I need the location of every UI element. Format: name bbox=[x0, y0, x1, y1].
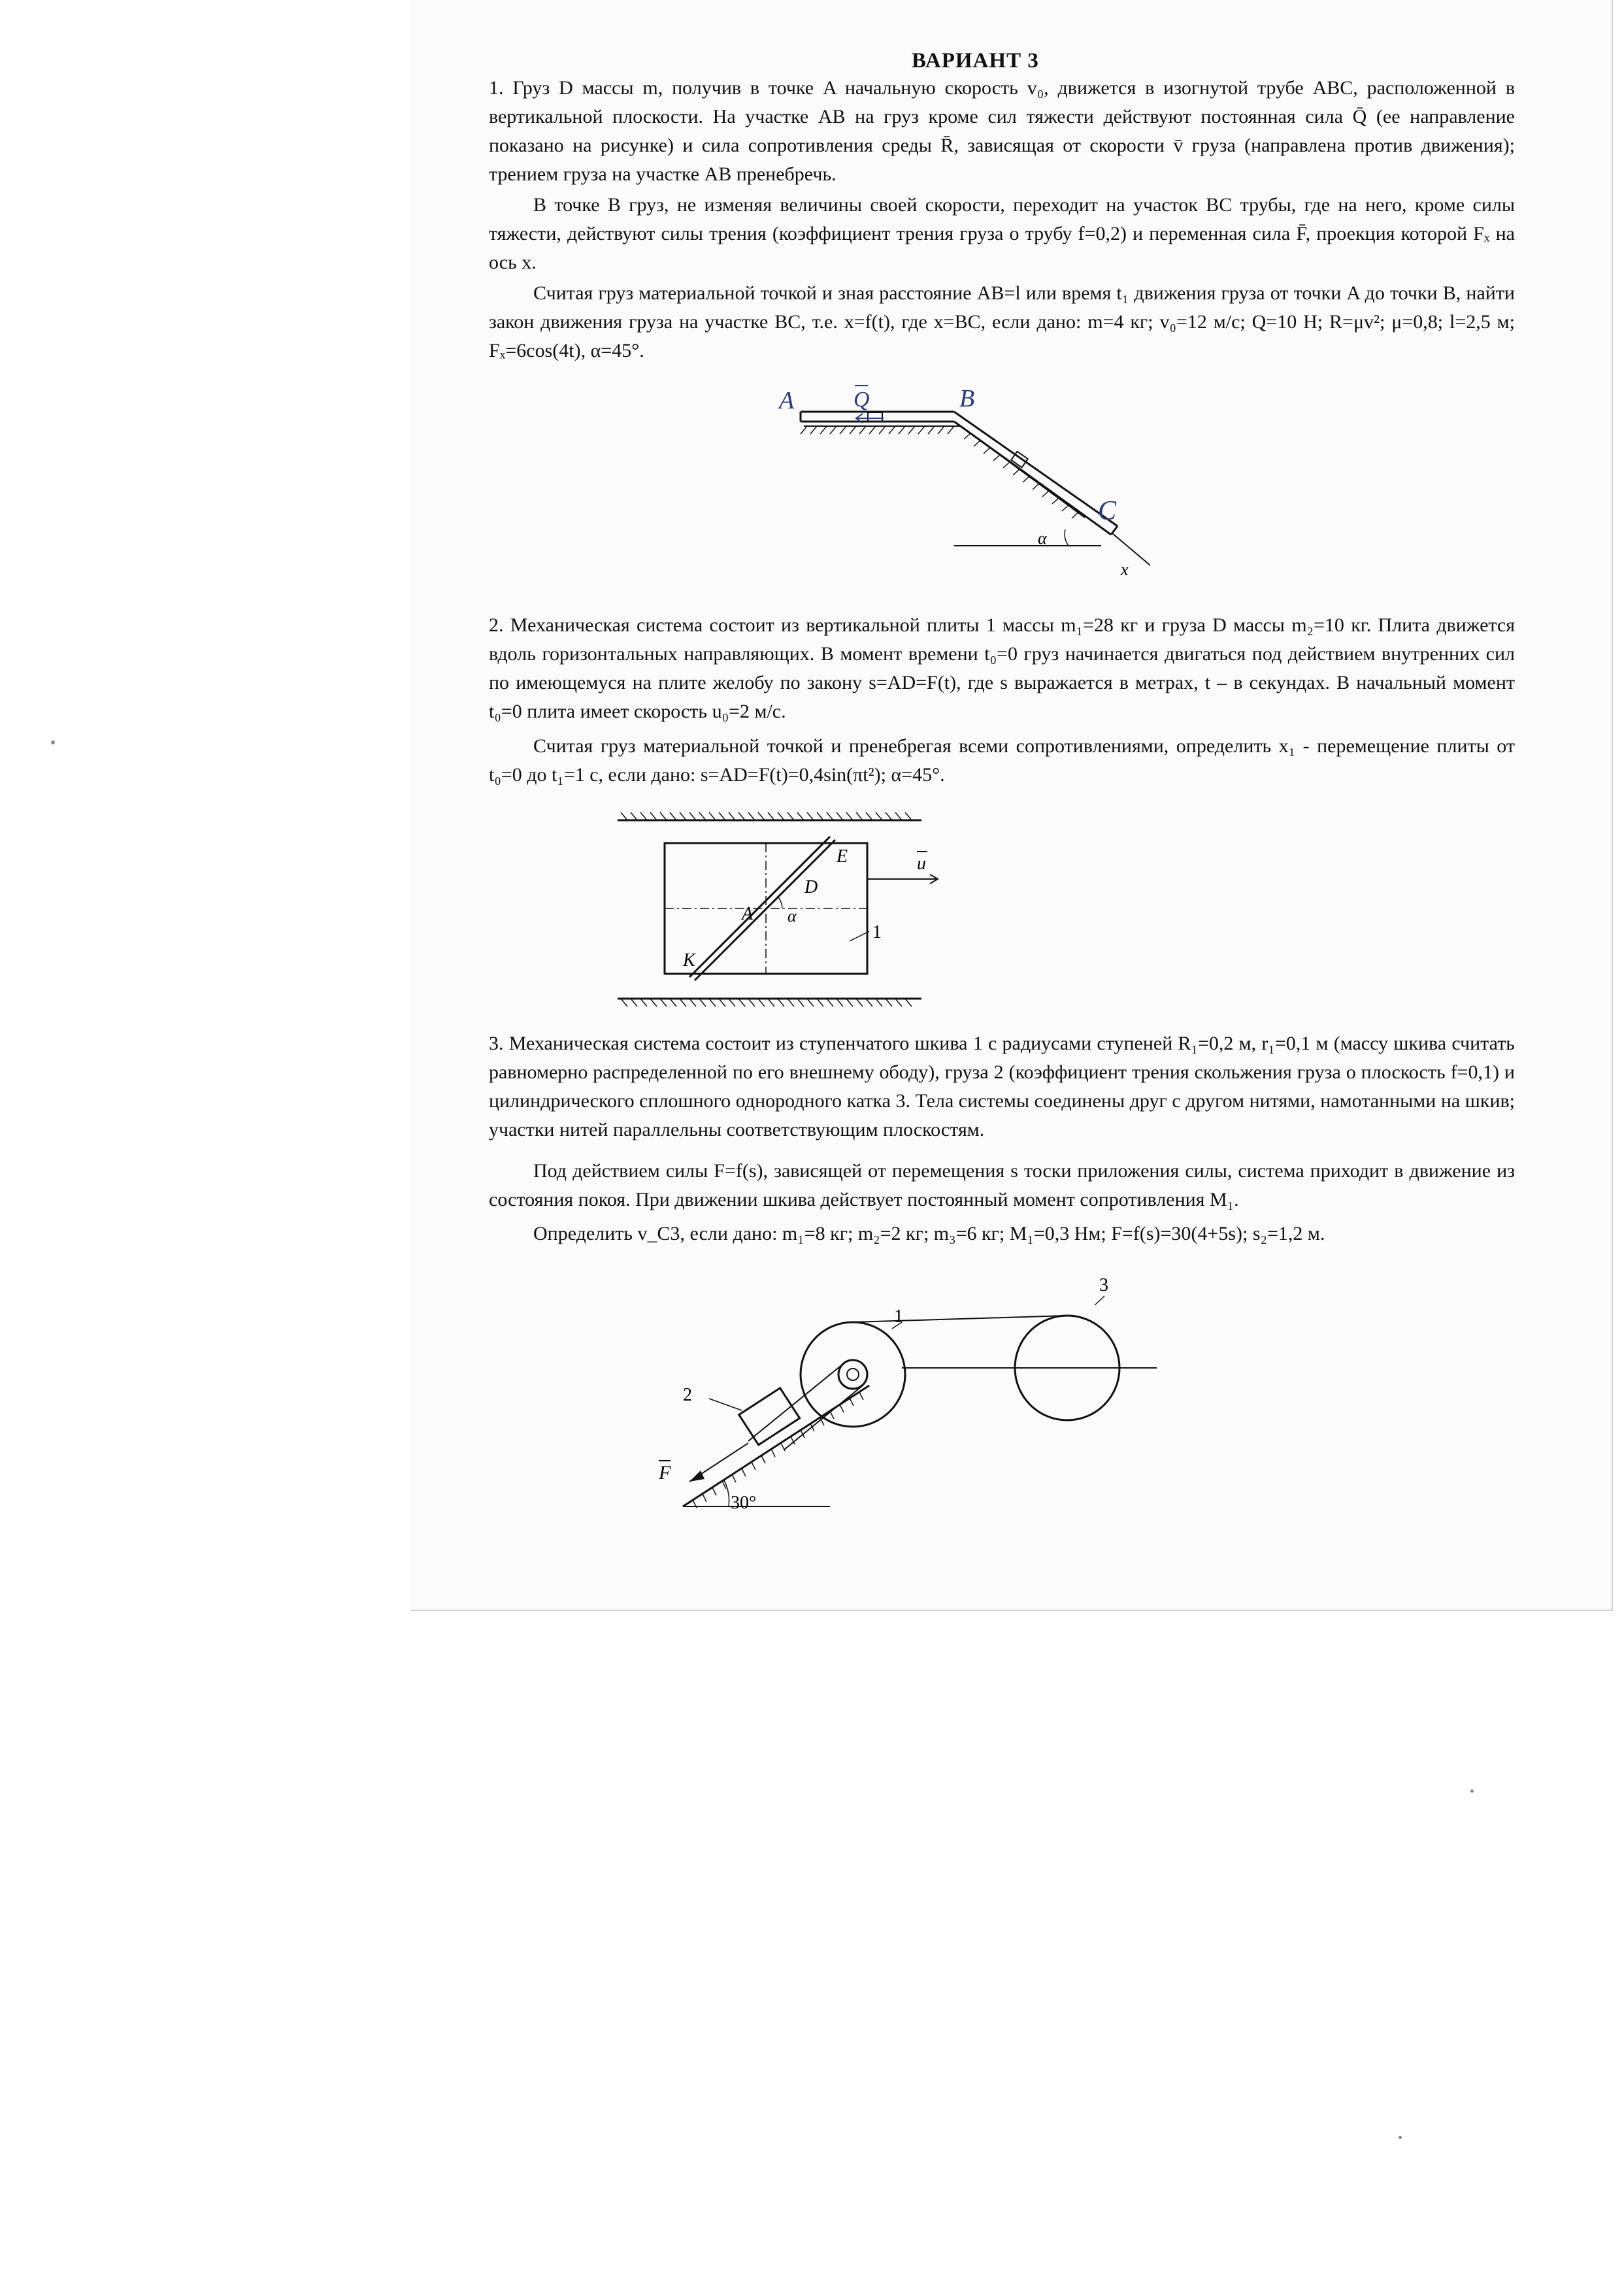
label-x: x bbox=[1121, 560, 1129, 579]
scan-speck bbox=[51, 740, 55, 744]
problem-2-text-b: Считая груз материальной точкой и пренебрегая всеми сопротивлениями, определить x₁ - перемещение плиты от t₀=0 до t₁=1 с, если дано: s=AD=F(t)=0,4sin(πt²); α=45°. bbox=[489, 735, 1515, 786]
label-plate-1: 1 bbox=[872, 922, 882, 942]
label-alpha: α bbox=[787, 906, 797, 925]
problem-3-text-b: Под действием силы F=f(s), зависящей от перемещения s тоски приложения силы, система приходит в движение из состояния покоя. При движении шкива действует постоянный момент сопротивления M₁. bbox=[489, 1160, 1515, 1210]
label-roller-3: 3 bbox=[1099, 1275, 1108, 1295]
label-u: u bbox=[917, 854, 926, 874]
label-B: B bbox=[959, 385, 975, 412]
problem-3-text: 3. Механическая система состоит из ступенчатого шкива 1 с радиусами ступеней R₁=0,2 м, r₁=0,1 м (массу шкива считать равномерно распределенной по его внешнему ободу), груза 2 (коэффициент трения скольжения груза о плоскость f=0,1) и цилиндрического сплошного однородного катка 3. Тела системы соединены друг с другом нитями, намотанными на шкив; участки нитей параллельны соответствующим плоскостям. bbox=[489, 1033, 1515, 1140]
problem-2-text: 2. Механическая система состоит из вертикальной плиты 1 массы m₁=28 кг и груза D массы m₂=10 кг. Плита движется вдоль горизонтальных направляющих. В момент времени t₀=0 груз начинается двигаться под действием внутренних сил по имеющемуся на плите желобу по закону s=AD=F(t), где s выражается в метрах, t – в секундах. В начальный момент t₀=0 плита имеет скорость u₀=2 м/с. bbox=[489, 614, 1515, 722]
problem-1-text: 1. Груз D массы m, получив в точке A начальную скорость v₀, движется в изогнутой трубе ABC, расположенной в вертикальной плоскости. На участке AB на груз кроме сил тяжести действуют постоянная сила Q̄ (ее направлeние показано на рисунке) и сила сопротивления среды R̄, зависящая от скорости v̄ груза (направлена против движения); трением груза на участке AB пренебречь. bbox=[489, 77, 1515, 185]
label-A: A bbox=[742, 904, 754, 924]
label-angle: 30° bbox=[731, 1493, 757, 1513]
scan-speck bbox=[1470, 1789, 1474, 1793]
label-F: F bbox=[659, 1462, 671, 1484]
problem-3-text-c: Определить v_C3, если дано: m₁=8 кг; m₂=2 кг; m₃=6 кг; M₁=0,3 Нм; F=f(s)=30(4+5s); s₂=1,2 м. bbox=[533, 1223, 1325, 1244]
problem-1-text-c: Считая груз материальной точкой и зная расстояние AB=l или время t₁ движения груза от точки A до точки B, найти закон движения груза на участке BC, т.е. x=f(t), где x=BC, если дано: m=4 кг; v₀=12 м/с; Q=10 Н; R=μv²; μ=0,8; l=2,5 м; Fₓ=6cos(4t), α=45°. bbox=[489, 282, 1515, 361]
problem-1-figure bbox=[771, 373, 1150, 582]
label-weight-2: 2 bbox=[683, 1385, 692, 1405]
label-Q: Q bbox=[853, 388, 870, 412]
problem-1-text-b: В точке B груз, не изменяя величины своей скорости, переходит на участок BC трубы, где на него, кроме силы тяжести, действуют силы трения (коэффициент трения груза о трубу f=0,2) и переменная сила F̄, проекция которой Fₓ на ось x. bbox=[489, 194, 1515, 273]
problem-2-figure bbox=[611, 807, 964, 1016]
label-D: D bbox=[804, 877, 818, 897]
label-A: A bbox=[779, 387, 795, 414]
scan-speck bbox=[1399, 2136, 1402, 2139]
label-E: E bbox=[837, 846, 848, 867]
label-alpha: α bbox=[1038, 529, 1047, 548]
label-C: C bbox=[1098, 496, 1117, 526]
problem-3-figure bbox=[654, 1252, 1176, 1526]
label-pulley-1: 1 bbox=[894, 1306, 903, 1327]
label-K: K bbox=[683, 950, 695, 971]
page-title: ВАРИАНТ 3 bbox=[912, 49, 1039, 73]
